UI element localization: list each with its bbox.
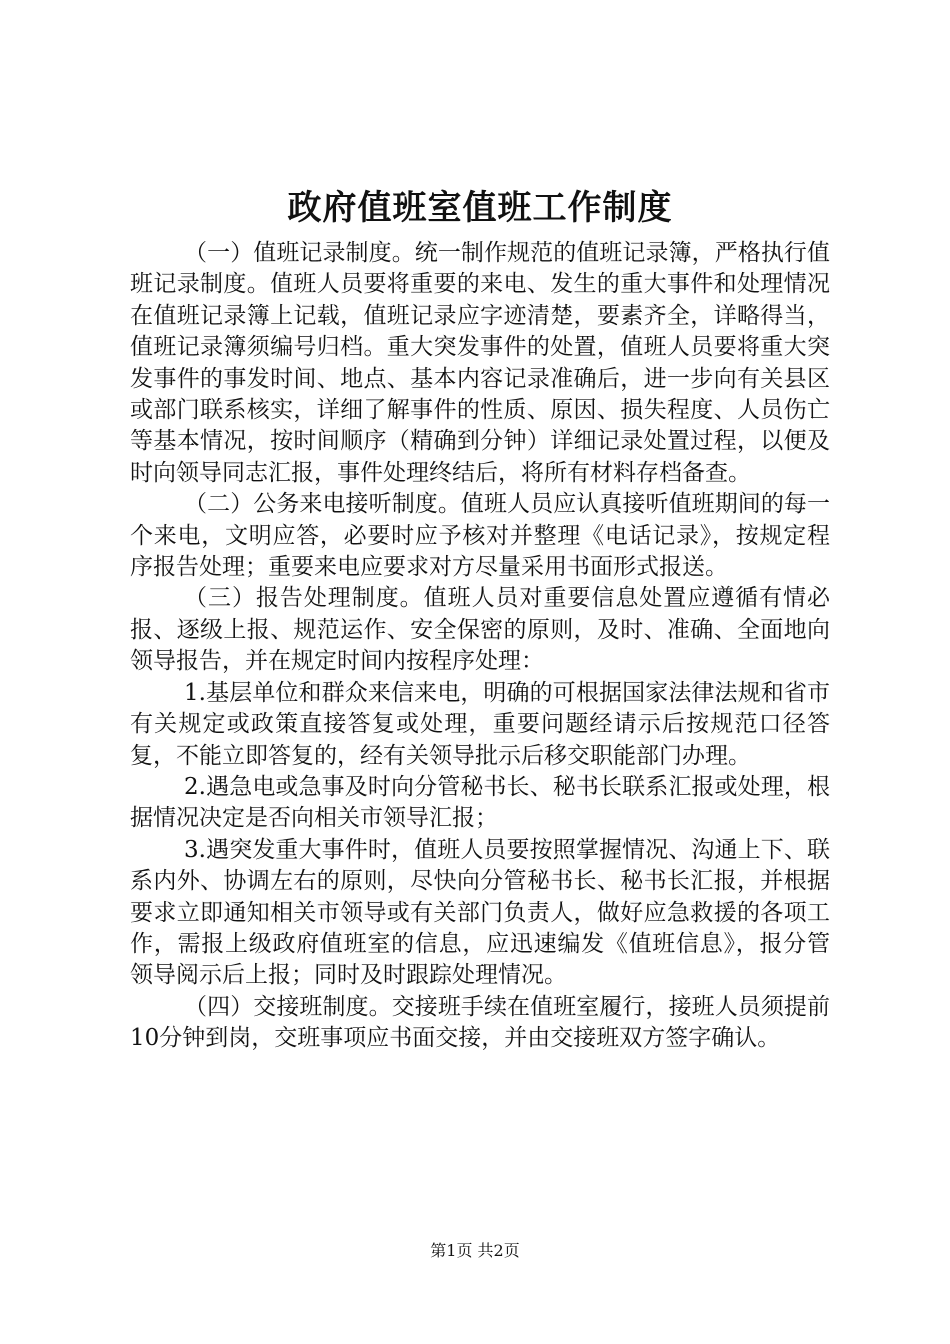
paragraph-duty-record: （一）值班记录制度。统一制作规范的值班记录簿，严格执行值班记录制度。值班人员要将重要的来电、发生的重大事件和处理情况在值班记录簿上记载，值班记录应字迹清楚，要素齐全，详略得当，值班记录簿须编号归档。重大突发事件的处置，值班人员要将重大突发事件的事发时间、地点、基本内容记录准确后，进一步向有关县区或部门联系核实，详细了解事件的性质、原因、损失程度、人员伤亡等基本情况，按时间顺序（精确到分钟）详细记录处置过程，以便及时向领导同志汇报，事件处理终结后，将所有材料存档备查。 (130, 240, 830, 486)
paragraph-phone-answer: （二）公务来电接听制度。值班人员应认真接听值班期间的每一个来电，文明应答，必要时应予核对并整理《电话记录》，按规定程序报告处理；重要来电应要求对方尽量采用书面形式报送。 (130, 491, 830, 581)
paragraph-item-2: 2.遇急电或急事及时向分管秘书长、秘书长联系汇报或处理，根据情况决定是否向相关市领导汇报； (130, 773, 830, 832)
paragraph-report-handling: （三）报告处理制度。值班人员对重要信息处置应遵循有情必报、逐级上报、规范运作、安全保密的原则，及时、准确、全面地向领导报告，并在规定时间内按程序处理： (130, 585, 830, 675)
paragraph-item-3: 3.遇突发重大事件时，值班人员要按照掌握情况、沟通上下、联系内外、协调左右的原则，尽快向分管秘书长、秘书长汇报，并根据要求立即通知相关市领导或有关部门负责人，做好应急救援的各项工作，需报上级政府值班室的信息，应迅速编发《值班信息》，报分管领导阅示后上报；同时及时跟踪处理情况。 (130, 836, 830, 989)
document-title: 政府值班室值班工作制度 (287, 188, 673, 228)
paragraph-item-1: 1.基层单位和群众来信来电，明确的可根据国家法律法规和省市有关规定或政策直接答复或处理，重要问题经请示后按规范口径答复，不能立即答复的，经有关领导批示后移交职能部门办理。 (130, 679, 830, 769)
document-page (130, 180, 830, 1055)
paragraph-shift-handover: （四）交接班制度。交接班手续在值班室履行，接班人员须提前10分钟到岗，交班事项应书面交接，并由交接班双方签字确认。 (130, 993, 830, 1052)
page-number-footer: 第1页 共2页 (430, 1241, 520, 1260)
